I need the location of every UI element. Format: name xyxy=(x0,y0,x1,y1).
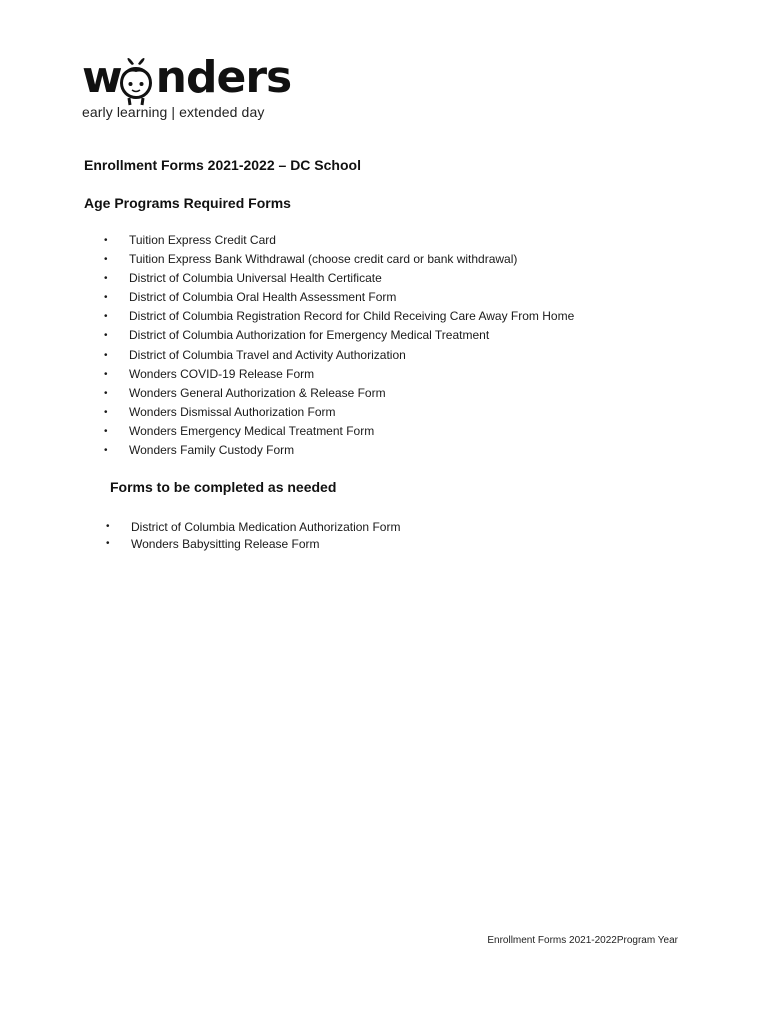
bullet-icon: • xyxy=(104,273,108,285)
bullet-icon: • xyxy=(104,425,108,437)
page-footer: Enrollment Forms 2021-2022Program Year xyxy=(487,935,678,946)
list-item: • Wonders General Authorization & Release Form xyxy=(104,384,574,403)
list-item: • District of Columbia Universal Health Certificate xyxy=(104,269,574,288)
bullet-icon: • xyxy=(104,445,108,457)
as-needed-forms-list xyxy=(106,519,400,552)
logo-wordmark-end: nders xyxy=(155,52,292,103)
bullet-icon: • xyxy=(106,537,110,549)
list-item: • Tuition Express Bank Withdrawal (choose credit card or bank withdrawal) xyxy=(104,250,574,269)
list-item: • Wonders Emergency Medical Treatment Form xyxy=(104,422,574,441)
document-title: Enrollment Forms 2021-2022 – DC School xyxy=(84,157,361,173)
bullet-icon: • xyxy=(104,349,108,361)
bullet-icon: • xyxy=(104,235,108,246)
list-item: • District of Columbia Medication Authorization Form xyxy=(106,520,401,534)
list-item: • Tuition Express Credit Card xyxy=(104,231,574,250)
child-face-logo-icon xyxy=(118,50,154,106)
list-item: • Wonders Dismissal Authorization Form xyxy=(104,403,574,422)
list-item: • District of Columbia Travel and Activity Authorization xyxy=(104,346,574,365)
list-item: • Wonders Babysitting Release Form xyxy=(106,536,320,551)
logo-tagline: early learning | extended day xyxy=(82,104,265,120)
list-item: • Wonders COVID-19 Release Form xyxy=(104,365,574,384)
bullet-icon: • xyxy=(104,387,108,399)
bullet-icon: • xyxy=(104,311,108,323)
logo-wordmark-start: w xyxy=(82,52,122,103)
bullet-icon: • xyxy=(104,406,108,418)
bullet-icon: • xyxy=(104,330,108,342)
required-forms-heading: Age Programs Required Forms xyxy=(84,195,291,211)
required-forms-list xyxy=(104,231,574,460)
bullet-icon: • xyxy=(104,368,108,380)
wonders-logo xyxy=(82,48,292,124)
list-item: • District of Columbia Authorization for Emergency Medical Treatment xyxy=(104,326,574,345)
bullet-icon: • xyxy=(104,292,108,304)
list-item: • District of Columbia Oral Health Assessment Form xyxy=(104,288,574,307)
logo-wordmark xyxy=(82,48,291,108)
bullet-icon: • xyxy=(104,254,108,266)
list-item: • Wonders Family Custody Form xyxy=(104,441,574,460)
bullet-icon: • xyxy=(106,521,110,532)
as-needed-forms-heading: Forms to be completed as needed xyxy=(110,479,337,495)
list-item: • District of Columbia Registration Record for Child Receiving Care Away From Home xyxy=(104,307,574,326)
